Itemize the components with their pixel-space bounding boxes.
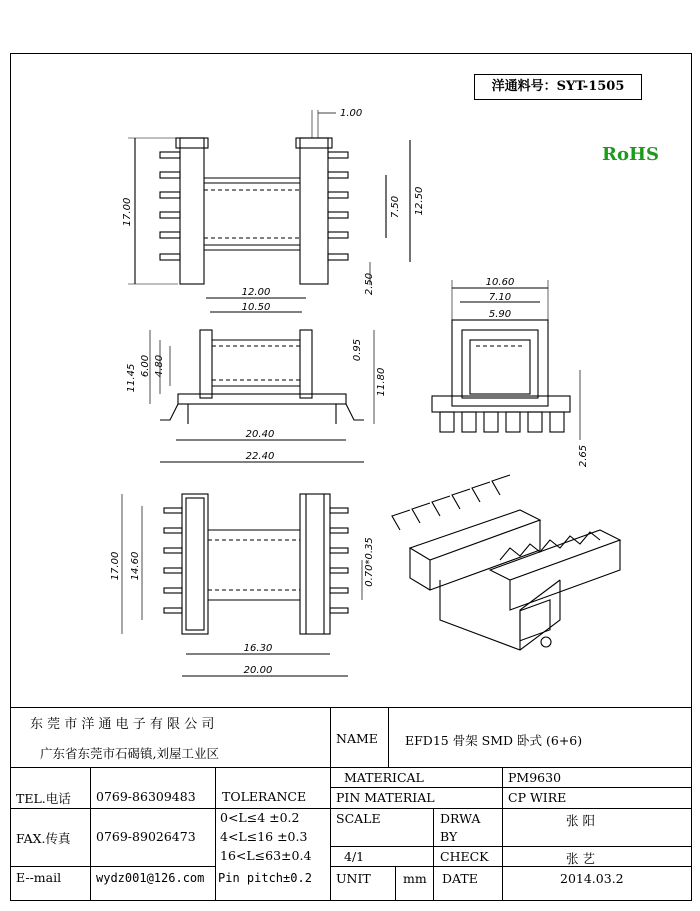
email-label: E--mail: [16, 870, 62, 885]
scale-value: 4/1: [344, 849, 365, 864]
dim-pin-pitch: 0.70*0.35: [364, 537, 375, 587]
dim-12-50: 12.50: [414, 186, 425, 216]
view-end: [432, 280, 580, 440]
date-value: 2014.03.2: [560, 871, 624, 886]
company-address: 广东省东莞市石碣镇,刘屋工业区: [40, 746, 219, 761]
check-label: CHECK: [440, 849, 489, 864]
company-name: 东 莞 市 洋 通 电 子 有 限 公 司: [30, 717, 215, 732]
fax-value: 0769-89026473: [96, 829, 196, 844]
dim-20-00: 20.00: [243, 665, 273, 676]
tolerance-3: 16<L≤63±0.4: [220, 848, 312, 863]
tolerance-1: 0<L≤4 ±0.2: [220, 810, 300, 825]
material-value: PM9630: [508, 770, 562, 785]
dim-2-65: 2.65: [578, 444, 589, 468]
material-label: MATERICAL: [344, 770, 424, 785]
pin-material-value: CP WIRE: [508, 790, 567, 805]
name-label: NAME: [336, 731, 378, 746]
email-value: wydz001@126.com: [96, 871, 205, 885]
dim-22-40: 22.40: [245, 451, 275, 462]
dim-7-10: 7.10: [488, 292, 512, 303]
dim-17-00-a: 17.00: [122, 197, 133, 227]
check-value: 张 艺: [566, 851, 595, 866]
dim-14-60: 14.60: [130, 551, 141, 581]
drawn-label-line2: BY: [440, 829, 458, 844]
title-block: [10, 707, 692, 901]
dim-2-50: 2.50: [364, 272, 375, 296]
fax-label: FAX.传真: [16, 831, 71, 846]
dim-12-00: 12.00: [241, 287, 271, 298]
dim-11-80: 11.80: [376, 367, 387, 397]
date-label: DATE: [442, 871, 478, 886]
name-value: EFD15 骨架 SMD 卧式 (6+6): [405, 733, 583, 748]
unit-label: UNIT: [336, 871, 371, 886]
drawn-label-line1: DRWA: [440, 811, 481, 826]
dim-16-30: 16.30: [243, 643, 273, 654]
pin-pitch-tolerance: Pin pitch±0.2: [218, 871, 312, 885]
dim-6-00: 6.00: [140, 354, 151, 378]
dim-4-80: 4.80: [154, 354, 165, 378]
dim-7-50: 7.50: [390, 195, 401, 219]
view-front-top: [128, 110, 410, 285]
dim-11-45: 11.45: [126, 363, 137, 393]
dim-10-50: 10.50: [241, 302, 271, 313]
view-isometric: [392, 475, 620, 650]
tel-label: TEL.电话: [16, 791, 71, 806]
unit-value: mm: [403, 871, 427, 886]
dim-0-95: 0.95: [352, 338, 363, 362]
pin-material-label: PIN MATERIAL: [336, 790, 435, 805]
drawn-value: 张 阳: [566, 813, 595, 828]
tel-value: 0769-86309483: [96, 789, 196, 804]
dim-20-40: 20.40: [245, 429, 275, 440]
scale-label: SCALE: [336, 811, 381, 826]
rohs-mark: RoHS: [602, 144, 659, 165]
dim-17-00-b: 17.00: [110, 551, 121, 581]
dim-5-90: 5.90: [488, 309, 512, 320]
part-number-box: 洋通料号：SYT-1505: [474, 74, 642, 100]
dim-10-60: 10.60: [485, 277, 515, 288]
tolerance-label: TOLERANCE: [222, 789, 307, 804]
dim-1-00: 1.00: [340, 108, 363, 119]
tolerance-2: 4<L≤16 ±0.3: [220, 829, 308, 844]
view-top: [122, 494, 362, 676]
